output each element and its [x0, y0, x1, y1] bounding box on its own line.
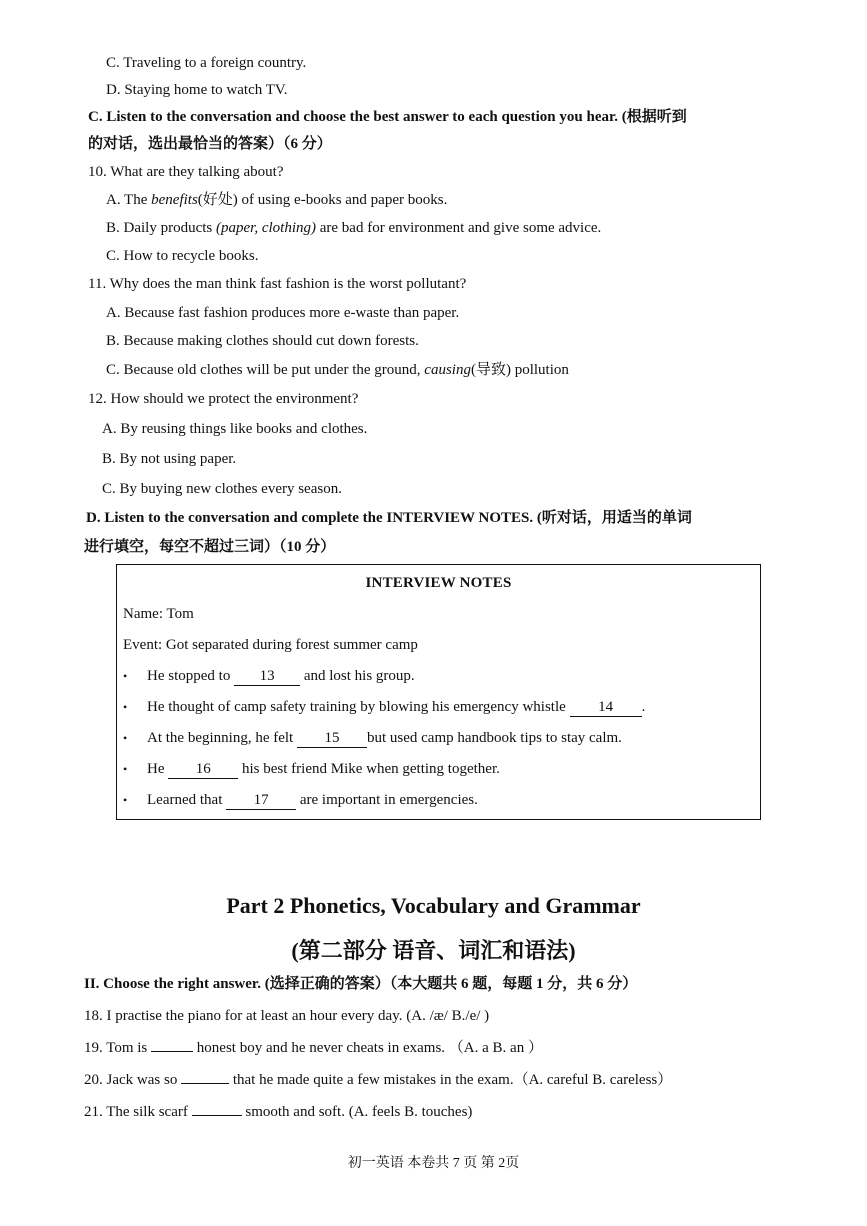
q18: 18. I practise the piano for at least an hour every day. (A. /æ/ B./e/ ): [84, 1008, 490, 1024]
q12-stem: 12. How should we protect the environment?: [88, 391, 359, 407]
q9-option-c: C. Traveling to a foreign country.: [106, 55, 307, 71]
notes-item-14-suffix: .: [641, 699, 646, 715]
notes-item-16-suffix: his best friend Mike when getting together.: [242, 761, 500, 777]
q19: [84, 1038, 543, 1058]
notes-item-15-suffix: but used camp handbook tips to stay calm.: [366, 730, 622, 746]
q19-suffix: honest boy and he never cheats in exams. （A. a B. an ）: [196, 1040, 543, 1056]
page-footer: 初一英语 本卷共 7 页 第 2页: [347, 1156, 520, 1171]
notes-item-13-suffix: and lost his group.: [303, 668, 415, 684]
q10-option-a-italic: benefits: [151, 192, 198, 208]
q11-option-c-italic: causing: [424, 362, 471, 378]
notes-item-17-suffix: are important in emergencies.: [299, 792, 478, 808]
q10-option-c: C. How to recycle books.: [106, 248, 259, 264]
q12-option-c: C. By buying new clothes every season.: [102, 481, 342, 497]
notes-name: Name: Tom: [123, 606, 194, 622]
section-d-heading-line2: 进行填空，每空不超过三词）（10 分）: [84, 539, 336, 555]
blank-15: 15: [297, 729, 367, 748]
notes-item-17-prefix: Learned that: [147, 792, 223, 808]
section-ii-heading: II. Choose the right answer. (选择正确的答案）（本大题共 6 题，每题 1 分，共 6 分）: [84, 976, 638, 992]
q12-option-a: A. By reusing things like books and clothes.: [102, 421, 368, 437]
q10-option-b-suffix: are bad for environment and give some advice.: [315, 220, 602, 236]
notes-item-16-prefix: He: [147, 761, 165, 777]
q10-option-b-prefix: B. Daily products: [106, 220, 216, 236]
blank-13: 13: [234, 667, 300, 686]
interview-notes-box: [116, 564, 761, 820]
notes-item-14-prefix: He thought of camp safety training by blowing his emergency whistle: [147, 699, 566, 715]
section-c-heading-line1: C. Listen to the conversation and choose the best answer to each question you hear. (根据听到: [88, 109, 687, 125]
notes-item-13-prefix: He stopped to: [147, 668, 231, 684]
q20-blank: [181, 1083, 229, 1084]
q11-stem: 11. Why does the man think fast fashion is the worst pollutant?: [88, 276, 467, 292]
bullet-icon: •: [123, 793, 128, 807]
q10-option-a-suffix: (好处) of using e-books and paper books.: [197, 192, 448, 208]
bullet-icon: •: [123, 731, 128, 745]
bullet-icon: •: [123, 669, 128, 683]
q10-option-a-prefix: A. The: [106, 192, 152, 208]
q10-option-a: [106, 190, 447, 210]
q21-prefix: 21. The silk scarf: [84, 1104, 188, 1120]
q9-option-d: D. Staying home to watch TV.: [106, 82, 288, 98]
q21: [84, 1102, 472, 1122]
q11-option-c-suffix: (导致) pollution: [470, 362, 569, 378]
q10-stem: 10. What are they talking about?: [88, 164, 284, 180]
part2-title-en: Part 2 Phonetics, Vocabulary and Grammar: [226, 893, 641, 918]
q20-suffix: that he made quite a few mistakes in the exam.（A. careful B. careless）: [232, 1072, 673, 1088]
q10-option-b: [106, 218, 601, 238]
q12-option-b: B. By not using paper.: [102, 451, 237, 467]
blank-16: 16: [168, 760, 238, 779]
q11-option-c: [106, 360, 569, 380]
notes-item-15-prefix: At the beginning, he felt: [147, 730, 294, 746]
blank-17: 17: [226, 791, 296, 810]
bullet-icon: •: [123, 762, 128, 776]
blank-14: 14: [570, 698, 642, 717]
section-d-heading-line1: D. Listen to the conversation and complete the INTERVIEW NOTES. (听对话，用适当的单词: [86, 510, 692, 526]
q21-suffix: smooth and soft. (A. feels B. touches): [245, 1104, 473, 1120]
q11-option-c-prefix: C. Because old clothes will be put under the ground,: [106, 362, 425, 378]
interview-notes-title: INTERVIEW NOTES: [365, 575, 512, 591]
q10-option-b-italic: (paper, clothing): [216, 220, 316, 236]
q20-prefix: 20. Jack was so: [84, 1072, 178, 1088]
bullet-icon: •: [123, 700, 128, 714]
q20: [84, 1070, 672, 1090]
q11-option-a: A. Because fast fashion produces more e-waste than paper.: [106, 305, 460, 321]
notes-event: Event: Got separated during forest summer camp: [123, 637, 418, 653]
q19-blank: [151, 1051, 193, 1052]
section-c-heading-line2: 的对话，选出最恰当的答案）（6 分）: [88, 136, 332, 152]
part2-title-cn: (第二部分 语音、词汇和语法): [291, 938, 576, 963]
q21-blank: [192, 1115, 242, 1116]
q19-prefix: 19. Tom is: [84, 1040, 148, 1056]
q11-option-b: B. Because making clothes should cut down forests.: [106, 333, 419, 349]
